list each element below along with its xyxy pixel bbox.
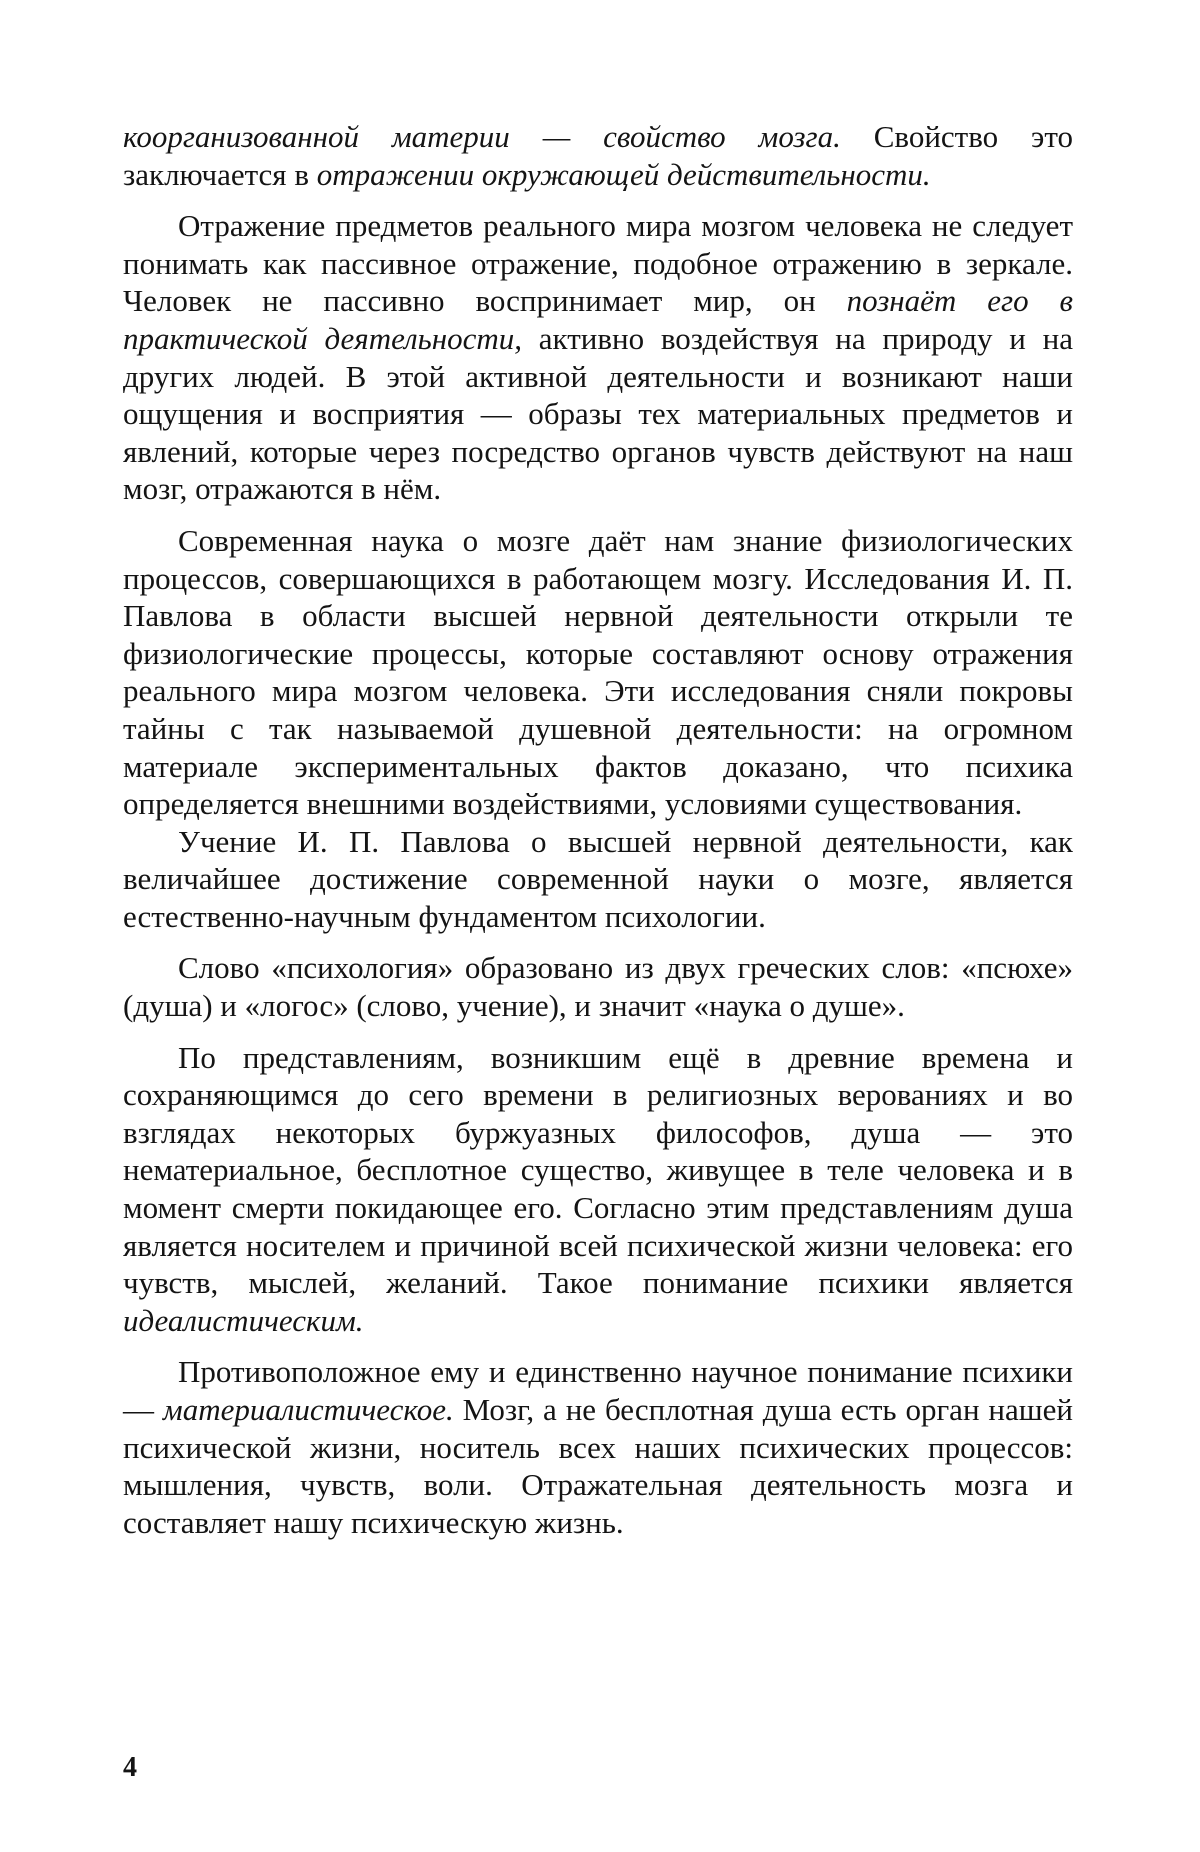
body-text (123, 118, 1073, 1541)
text-run: Отражение предметов реального мира мозгом человека не следует понимать как пассивное отражение, подобное отражению в зеркале. Человек не пассивно воспринимает мир, он (123, 208, 1073, 319)
emphasized-text: коорганизованной материи — свойство мозга. (123, 119, 841, 154)
paragraph (123, 949, 1073, 1024)
paragraph (123, 118, 1073, 193)
text-run: Противоположное ему и единственно научное понимание психики — (123, 1354, 1073, 1427)
paragraph (123, 1353, 1073, 1541)
paragraph (123, 823, 1073, 936)
text-run: По представлениям, возникшим ещё в древние времена и сохраняющимся до сего времени в религиозных верованиях и во взглядах некоторых буржуазных философов, душа — это нематериальное, бесплотное существо, живущее в теле человека и в момент смерти покидающее его. Согласно этим представлениям душа является носителем и причиной всей психической жизни человека: его чувств, мыслей, желаний. Такое понимание психики является (123, 1039, 1073, 1301)
text-run: Слово «психология» образовано из двух греческих слов: «псюхе» (душа) и «логос» (слово, учение), и значит «наука о душе». (123, 950, 1073, 1024)
paragraph (123, 207, 1073, 508)
paragraph (123, 522, 1073, 823)
text-run: активно воздействуя на природу и на других людей. В этой активной деятельности и возникают наши ощущения и восприятия — образы тех материальных предметов и явлений, которые через посредство органов чувств действуют на наш мозг, отражаются в нём. (123, 320, 1073, 507)
emphasized-text: познаёт его в практической деятельности, (123, 283, 1073, 356)
emphasized-text: отражении окружающей действительности. (316, 156, 931, 192)
page-number: 4 (123, 1752, 137, 1783)
text-run: Мозг, а не бесплотная душа есть орган нашей психической жизни, носитель всех наших психических процессов: мышления, чувств, воли. Отражательная деятельность мозга и составляет нашу психическую жизнь. (123, 1392, 1074, 1540)
text-run: Современная наука о мозге даёт нам знание физиологических процессов, совершающихся в работающем мозгу. Исследования И. П. Павлова в области высшей нервной деятельности открыли те физиологические процессы, которые составляют основу отражения реального мира мозгом человека. Эти исследования сняли покровы тайны с так называемой душевной деятельности: на огромном материале экспериментальных фактов доказано, что психика определяется внешними воздействиями, условиями существования. (123, 522, 1073, 822)
emphasized-text: материалистическое. (162, 1392, 454, 1427)
paragraph (123, 1039, 1073, 1340)
emphasized-text: идеалистическим. (123, 1302, 364, 1338)
text-run: Учение И. П. Павлова о высшей нервной деятельности, как величайшее достижение современной науки о мозге, является естественно-научным фундаментом психологии. (123, 823, 1073, 934)
text-run: Свойство это заключается в (123, 119, 1073, 192)
